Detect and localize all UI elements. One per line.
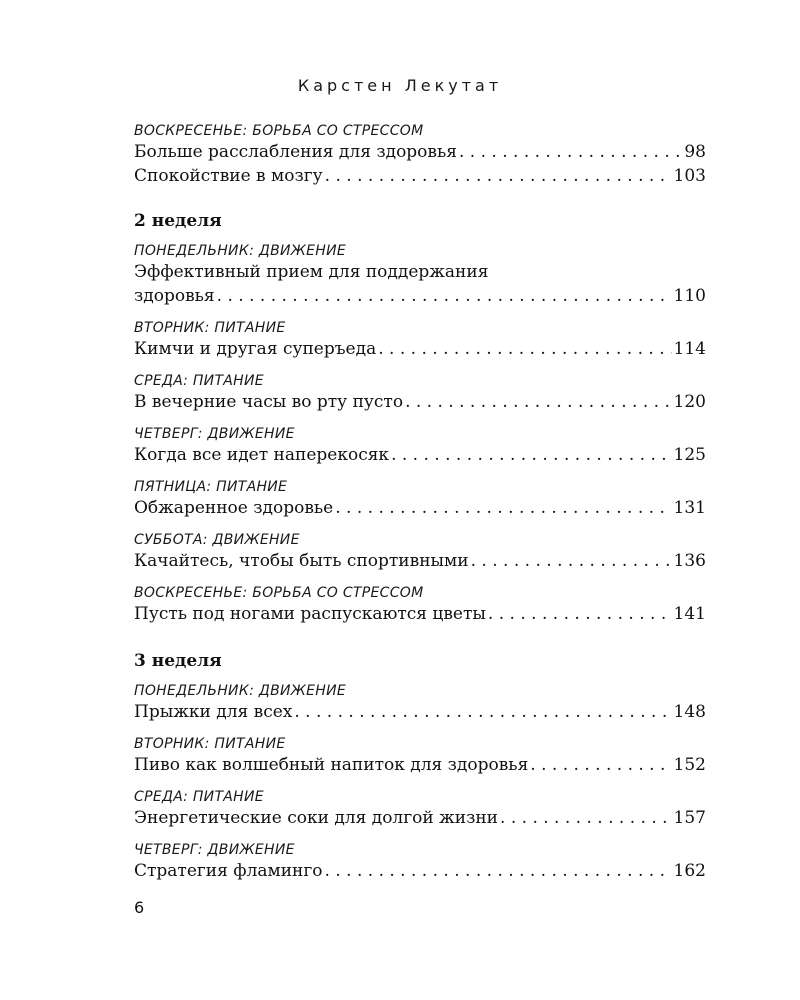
entry-title: Качайтесь, чтобы быть спортивными [134, 551, 469, 571]
entry-page: 162 [673, 861, 706, 881]
toc-entry[interactable] [134, 284, 706, 308]
toc-block [134, 319, 706, 361]
day-label: ПОНЕДЕЛЬНИК: ДВИЖЕНИЕ [134, 243, 347, 259]
page-number: 6 [134, 898, 145, 917]
entry-title: В вечерние часы во рту пусто [134, 392, 404, 412]
toc-block [134, 788, 706, 830]
entry-title: Спокойствие в мозгу [134, 166, 323, 186]
day-label: ПЯТНИЦА: ПИТАНИЕ [134, 479, 288, 495]
toc-block [134, 122, 706, 188]
toc-entry[interactable] [134, 390, 706, 414]
entry-title: Стратегия фламинго [134, 861, 323, 881]
entry-title: Энергетические соки для долгой жизни [134, 808, 499, 828]
dot-leader [217, 284, 672, 308]
entry-page: 103 [673, 166, 706, 186]
toc-block [134, 735, 706, 777]
toc-block [134, 478, 706, 520]
day-label: ВТОРНИК: ПИТАНИЕ [134, 320, 286, 336]
toc-block [134, 531, 706, 573]
dot-leader [459, 140, 682, 164]
toc-block [134, 242, 706, 308]
entry-page: 131 [673, 498, 706, 518]
toc-entry[interactable] [134, 806, 706, 830]
toc-entry[interactable] [134, 700, 706, 724]
entry-page: 110 [673, 286, 706, 306]
day-label: ВТОРНИК: ПИТАНИЕ [134, 736, 286, 752]
toc-entry[interactable] [134, 602, 706, 626]
entry-page: 120 [673, 392, 706, 412]
entry-title: Пусть под ногами распускаются цветы [134, 604, 486, 624]
toc-entry[interactable] [134, 443, 706, 467]
dot-leader [500, 806, 672, 830]
entry-title-line[interactable]: Эффективный прием для поддержания [134, 262, 489, 282]
entry-title: Кимчи и другая суперъеда [134, 339, 377, 359]
toc-entry[interactable] [134, 753, 706, 777]
toc-entry[interactable] [134, 549, 706, 573]
dot-leader [471, 549, 672, 573]
entry-page: 125 [673, 445, 706, 465]
entry-title: Обжаренное здоровье [134, 498, 334, 518]
dot-leader [378, 337, 671, 361]
week-heading: 2 неделя [134, 211, 222, 231]
dot-leader [335, 496, 671, 520]
dot-leader [488, 602, 672, 626]
entry-page: 148 [673, 702, 706, 722]
dot-leader [530, 753, 671, 777]
entry-page: 114 [673, 339, 706, 359]
day-label: ЧЕТВЕРГ: ДВИЖЕНИЕ [134, 426, 295, 442]
toc-block [134, 372, 706, 414]
entry-title: Больше расслабления для здоровья [134, 142, 457, 162]
toc-entry[interactable] [134, 164, 706, 188]
entry-page: 157 [673, 808, 706, 828]
day-label: СРЕДА: ПИТАНИЕ [134, 373, 264, 389]
day-label: СРЕДА: ПИТАНИЕ [134, 789, 264, 805]
toc-entry[interactable] [134, 859, 706, 883]
entry-title: Прыжки для всех [134, 702, 293, 722]
toc-block [134, 682, 706, 724]
dot-leader [294, 700, 671, 724]
toc-block [134, 425, 706, 467]
toc-entry[interactable] [134, 337, 706, 361]
toc-entry[interactable] [134, 140, 706, 164]
entry-title: здоровья [134, 286, 215, 306]
day-label: СУББОТА: ДВИЖЕНИЕ [134, 532, 300, 548]
dot-leader [405, 390, 671, 414]
entry-page: 141 [673, 604, 706, 624]
day-label: ВОСКРЕСЕНЬЕ: БОРЬБА СО СТРЕССОМ [134, 123, 424, 139]
dot-leader [325, 859, 672, 883]
week-heading: 3 неделя [134, 651, 222, 671]
day-label: ПОНЕДЕЛЬНИК: ДВИЖЕНИЕ [134, 683, 347, 699]
toc-block [134, 584, 706, 626]
dot-leader [325, 164, 672, 188]
day-label: ЧЕТВЕРГ: ДВИЖЕНИЕ [134, 842, 295, 858]
toc-block [134, 841, 706, 883]
entry-page: 136 [673, 551, 706, 571]
entry-title: Когда все идет наперекосяк [134, 445, 390, 465]
entry-title: Пиво как волшебный напиток для здоровья [134, 755, 529, 775]
toc-entry[interactable] [134, 496, 706, 520]
dot-leader [391, 443, 671, 467]
entry-page: 152 [673, 755, 706, 775]
entry-page: 98 [684, 142, 706, 162]
table-of-contents [134, 122, 706, 894]
day-label: ВОСКРЕСЕНЬЕ: БОРЬБА СО СТРЕССОМ [134, 585, 424, 601]
running-header: Карстен Лекутат [297, 76, 503, 95]
